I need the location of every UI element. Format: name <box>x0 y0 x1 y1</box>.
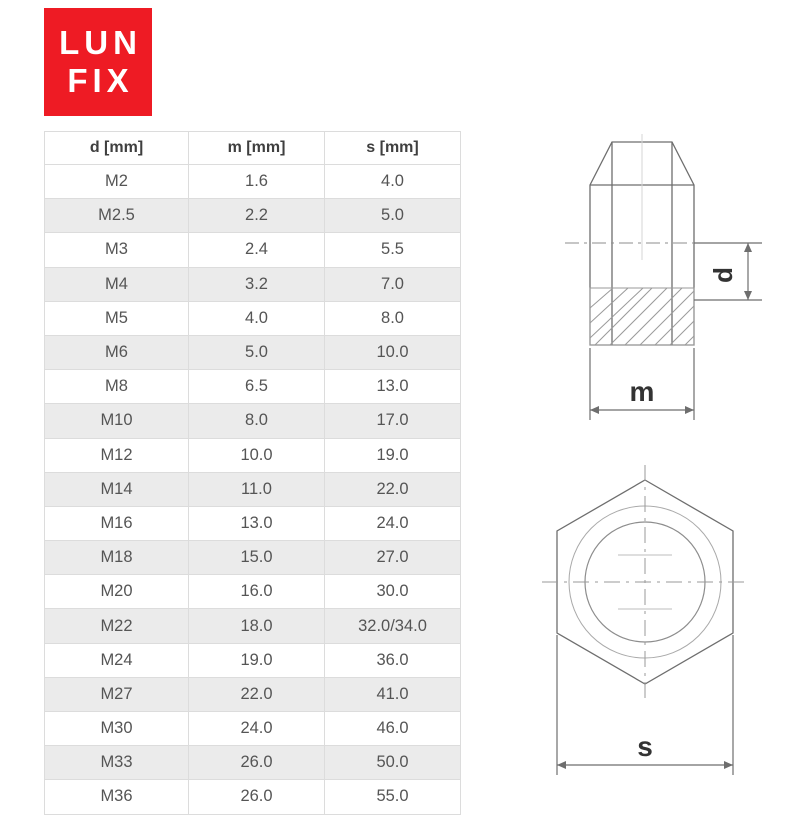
brand-logo-line-2: FIX <box>67 62 134 99</box>
d-arrow-head-up <box>744 243 752 252</box>
cell-height-m: 2.2 <box>189 199 325 233</box>
cell-thread-size: M10 <box>45 404 189 438</box>
cell-thread-size: M30 <box>45 712 189 746</box>
dimension-table <box>44 131 461 815</box>
column-header-m: m [mm] <box>189 132 325 165</box>
hatch-10 <box>685 336 694 345</box>
m-dimension-label: m <box>629 376 655 407</box>
cell-thread-size: M20 <box>45 575 189 609</box>
cell-thread-size: M8 <box>45 370 189 404</box>
table-row <box>45 438 461 472</box>
cell-height-m: 2.4 <box>189 233 325 267</box>
cell-height-m: 16.0 <box>189 575 325 609</box>
cell-height-m: 26.0 <box>189 780 325 814</box>
cell-width-s: 50.0 <box>325 746 461 780</box>
hatch-7 <box>590 288 643 338</box>
table-row <box>45 267 461 301</box>
hatch-5 <box>655 306 694 345</box>
cell-height-m: 15.0 <box>189 541 325 575</box>
cell-height-m: 18.0 <box>189 609 325 643</box>
table-header-row <box>45 132 461 165</box>
cell-thread-size: M2.5 <box>45 199 189 233</box>
cell-width-s: 46.0 <box>325 712 461 746</box>
cell-thread-size: M36 <box>45 780 189 814</box>
s-arrow-head-left <box>557 761 566 769</box>
brand-logo-line-1: LUN <box>59 24 142 61</box>
cell-thread-size: M22 <box>45 609 189 643</box>
cell-thread-size: M33 <box>45 746 189 780</box>
cell-width-s: 22.0 <box>325 472 461 506</box>
cell-thread-size: M3 <box>45 233 189 267</box>
table-row <box>45 233 461 267</box>
cell-width-s: 17.0 <box>325 404 461 438</box>
cell-thread-size: M27 <box>45 677 189 711</box>
hex-nut-top-view-drawing <box>500 455 790 795</box>
table-row <box>45 780 461 814</box>
column-header-s: s [mm] <box>325 132 461 165</box>
d-dimension-label: d <box>708 267 738 283</box>
table-row <box>45 609 461 643</box>
cell-height-m: 26.0 <box>189 746 325 780</box>
m-arrow-head-right <box>685 406 694 414</box>
cell-width-s: 8.0 <box>325 301 461 335</box>
table-row <box>45 712 461 746</box>
cell-width-s: 4.0 <box>325 165 461 199</box>
cell-width-s: 5.5 <box>325 233 461 267</box>
cell-height-m: 19.0 <box>189 643 325 677</box>
s-arrow-head-right <box>724 761 733 769</box>
table-row <box>45 677 461 711</box>
table-row <box>45 335 461 369</box>
cell-width-s: 30.0 <box>325 575 461 609</box>
top-view-svg <box>500 455 790 795</box>
hex-nut-side-view-drawing <box>500 120 790 450</box>
table-row <box>45 404 461 438</box>
hatch-6 <box>670 321 694 345</box>
cell-thread-size: M18 <box>45 541 189 575</box>
table-row <box>45 746 461 780</box>
brand-logo <box>44 8 152 116</box>
cell-thread-size: M24 <box>45 643 189 677</box>
cell-thread-size: M12 <box>45 438 189 472</box>
d-arrow-head-down <box>744 291 752 300</box>
side-view-svg <box>500 120 790 450</box>
table-row <box>45 165 461 199</box>
cell-height-m: 13.0 <box>189 506 325 540</box>
cell-height-m: 5.0 <box>189 335 325 369</box>
s-dimension-label: s <box>637 731 653 762</box>
cell-height-m: 1.6 <box>189 165 325 199</box>
cell-width-s: 24.0 <box>325 506 461 540</box>
cell-width-s: 7.0 <box>325 267 461 301</box>
cell-width-s: 36.0 <box>325 643 461 677</box>
cell-width-s: 5.0 <box>325 199 461 233</box>
table-row <box>45 370 461 404</box>
table-row <box>45 472 461 506</box>
table-row <box>45 199 461 233</box>
cell-thread-size: M2 <box>45 165 189 199</box>
cell-width-s: 27.0 <box>325 541 461 575</box>
cell-height-m: 4.0 <box>189 301 325 335</box>
dimension-table-container <box>44 131 460 815</box>
table-row <box>45 541 461 575</box>
cell-width-s: 13.0 <box>325 370 461 404</box>
cell-height-m: 10.0 <box>189 438 325 472</box>
cell-width-s: 41.0 <box>325 677 461 711</box>
table-body <box>45 165 461 815</box>
cell-thread-size: M16 <box>45 506 189 540</box>
table-row <box>45 643 461 677</box>
table-row <box>45 506 461 540</box>
cell-height-m: 3.2 <box>189 267 325 301</box>
table-row <box>45 575 461 609</box>
cell-thread-size: M14 <box>45 472 189 506</box>
cell-width-s: 55.0 <box>325 780 461 814</box>
m-arrow-head-left <box>590 406 599 414</box>
cell-width-s: 19.0 <box>325 438 461 472</box>
cell-height-m: 24.0 <box>189 712 325 746</box>
column-header-d: d [mm] <box>45 132 189 165</box>
cell-thread-size: M5 <box>45 301 189 335</box>
cell-thread-size: M6 <box>45 335 189 369</box>
cell-height-m: 8.0 <box>189 404 325 438</box>
cell-width-s: 32.0/34.0 <box>325 609 461 643</box>
cell-height-m: 11.0 <box>189 472 325 506</box>
hatch-4 <box>640 291 694 345</box>
cell-height-m: 6.5 <box>189 370 325 404</box>
cell-thread-size: M4 <box>45 267 189 301</box>
table-row <box>45 301 461 335</box>
cell-width-s: 10.0 <box>325 335 461 369</box>
cell-height-m: 22.0 <box>189 677 325 711</box>
